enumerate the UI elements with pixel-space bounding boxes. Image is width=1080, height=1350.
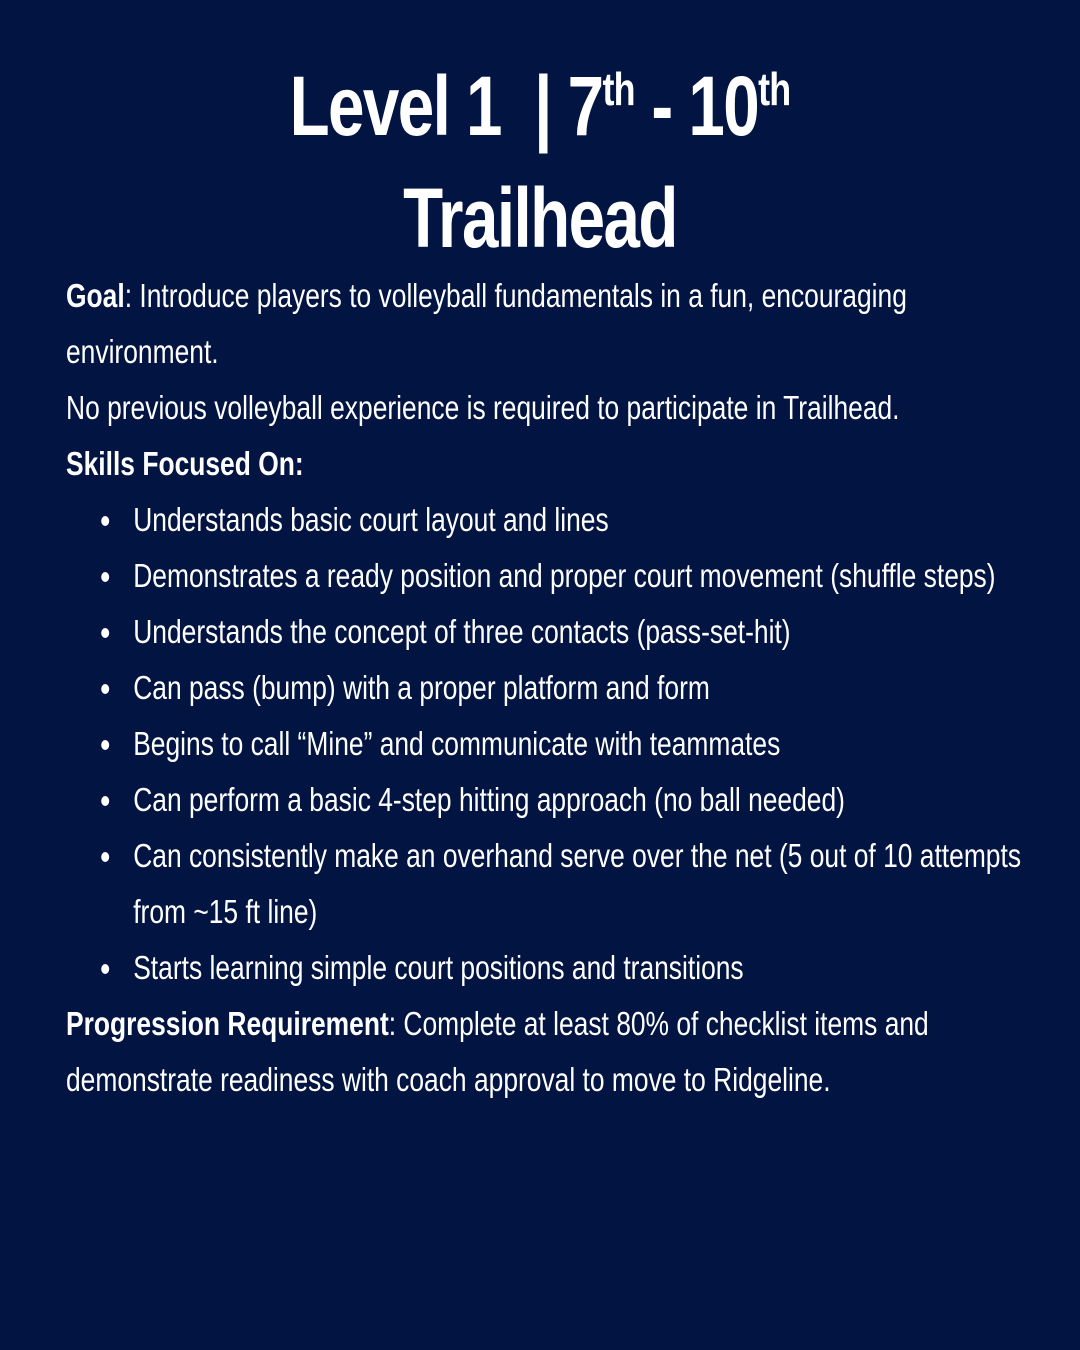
title-grade-start-suffix: th <box>602 63 635 115</box>
skill-item: Understands basic court layout and lines <box>133 492 1058 548</box>
title-dash: - <box>651 59 672 153</box>
skill-item: Can pass (bump) with a proper platform and form <box>133 660 1058 716</box>
skill-item: Starts learning simple court positions and transitions <box>133 940 1058 996</box>
goal-text: : Introduce players to volleyball fundamentals in a fun, encouraging environment. <box>66 277 907 370</box>
page-title <box>0 50 1080 274</box>
title-level-line <box>119 50 961 162</box>
level-description <box>66 268 1058 1108</box>
title-separator: | <box>534 59 551 153</box>
title-grade-end: 10 <box>688 59 759 153</box>
goal-label: Goal <box>66 277 125 314</box>
title-name: Trailhead <box>403 171 677 265</box>
skills-heading: Skills Focused On: <box>66 445 304 482</box>
progression-label: Progression Requirement <box>66 1005 389 1042</box>
skill-item: Demonstrates a ready position and proper court movement (shuffle steps) <box>133 548 1058 604</box>
progression-paragraph <box>66 996 1058 1108</box>
title-grade-start: 7 <box>567 59 603 153</box>
progression-text: : Complete at least 80% of checklist items and demonstrate readiness with coach approval to move to Ridgeline. <box>66 1005 929 1098</box>
skill-item: Can perform a basic 4-step hitting approach (no ball needed) <box>133 772 1058 828</box>
experience-note: No previous volleyball experience is required to participate in Trailhead. <box>66 389 900 426</box>
skill-item: Begins to call “Mine” and communicate with teammates <box>133 716 1058 772</box>
title-level: Level 1 <box>289 59 501 153</box>
skills-list <box>66 492 1058 996</box>
skill-item: Understands the concept of three contacts (pass-set-hit) <box>133 604 1058 660</box>
title-grade-end-suffix: th <box>758 63 791 115</box>
skill-item: Can consistently make an overhand serve over the net (5 out of 10 attempts from ~15 ft line) <box>133 828 1058 940</box>
goal-paragraph <box>66 268 1058 380</box>
